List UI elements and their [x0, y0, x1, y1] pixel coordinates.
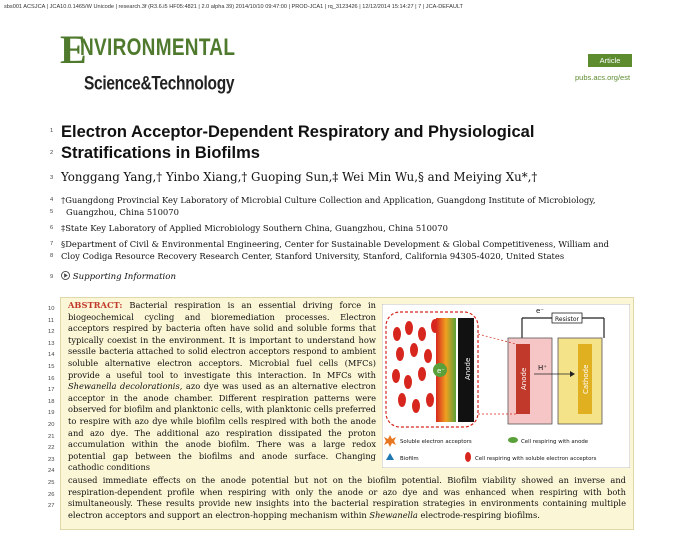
line-number: 2 — [50, 150, 54, 156]
affiliation-text: Guangzhou, China 510070 — [66, 207, 179, 217]
line-number: 24 — [48, 468, 55, 474]
abstract-text-upper — [68, 300, 376, 474]
article-type-badge: Article — [588, 54, 632, 67]
line-number: 19 — [48, 410, 55, 416]
logo-science-technology: Science&Technology — [84, 73, 235, 95]
electron-bubble-label: e⁻ — [437, 367, 446, 375]
line-number: 18 — [48, 399, 55, 405]
author-list: Yonggang Yang,† Yinbo Xiang,† Guoping Sun,‡ Wei Min Wu,§ and Meiying Xu*,† — [61, 170, 538, 184]
abstract-segment: caused immediate effects on the anode potential but not on the biofilm potential. Biofilm viability showed an inverse and respiration-dependent profile when respiring with only the anode or azo dye and was enhanced when respiring with both simultaneously. These results provide new insights into the bacterial respiration strategies in environments containing multiple electron acceptors and support an electron-hopping mechanism within — [68, 475, 626, 520]
line-number: 12 — [48, 329, 55, 335]
anode-label-zoom: Anode — [464, 357, 472, 380]
line-number: 20 — [48, 422, 55, 428]
line-number: 8 — [50, 253, 54, 259]
line-number: 26 — [48, 492, 55, 498]
running-header: sbs001 ACSJCA | JCA10.0.1465/W Unicode | research.3f (R3.6.i5 HF05:4821 | 2.0 alpha 39) 2014/10/10 09:47:00 | PROD-JCA1 | rq_3123426 | 12/12/2014 15:14:27 | 7 | JCA-DEFAULT — [4, 4, 463, 10]
toc-graphic — [382, 304, 630, 468]
affiliation-text: †Guangdong Provincial Key Laboratory of Microbial Culture Collection and Application, Guangdong Institute of Microbiology, — [61, 195, 596, 205]
logo-environmental: NVIRONMENTAL — [80, 35, 236, 62]
anode-label: Anode — [520, 367, 528, 390]
legend-biofilm: Biofilm — [400, 456, 419, 462]
line-number: 5 — [50, 209, 54, 215]
affiliation-text: ‡State Key Laboratory of Applied Microbiology Southern China, Guangzhou, China 510070 — [61, 223, 448, 233]
affiliation-text: Cloy Codiga Resource Recovery Research Center, Stanford University, Stanford, California 94305-4020, United States — [61, 251, 565, 261]
line-number: 14 — [48, 352, 55, 358]
abstract-label: ABSTRACT: — [68, 300, 123, 310]
journal-logo — [60, 27, 260, 108]
electron-flow-label: e⁻ — [536, 307, 545, 315]
line-number: 1 — [50, 128, 54, 134]
line-number: 9 — [50, 274, 54, 280]
line-number: 15 — [48, 364, 55, 370]
soluble-cell-icon — [465, 452, 471, 462]
resistor-label: Resistor — [555, 316, 579, 323]
line-number: 17 — [48, 387, 55, 393]
line-number: 3 — [50, 175, 54, 181]
supporting-info-link[interactable] — [61, 271, 176, 282]
legend-soluble: Soluble electron acceptors — [400, 439, 472, 445]
line-number: 11 — [48, 318, 55, 324]
proton-label: H⁺ — [538, 364, 547, 372]
cathode-label: Cathode — [582, 364, 590, 394]
title-line: Stratifications in Biofilms — [61, 144, 260, 162]
title-line: Electron Acceptor-Dependent Respiratory and Physiological — [61, 123, 535, 141]
line-number: 21 — [48, 434, 55, 440]
abstract-text-lower — [68, 475, 626, 521]
abstract-segment: azo dye was used as an alternative electron acceptor in the anode chamber. Different respiration patterns were observed for biofilm and planktonic cells, with planktonic cells preferred to respire with azo dye while biofilm cells respired with both the anode and azo dye. The additional azo respiration dissipated the proton accumulation within the anode biofilm. There was a large redox potential gap between the biofilms and anode surface. Changing cathodic conditions — [68, 381, 376, 473]
journal-url[interactable]: pubs.acs.org/est — [575, 73, 631, 82]
line-number: 4 — [50, 197, 54, 203]
legend-anode-cell: Cell respiring with anode — [521, 439, 589, 445]
logo-initial: E — [60, 27, 87, 72]
supporting-info-icon — [61, 271, 70, 280]
line-number: 25 — [48, 480, 55, 486]
legend-soluble-cell: Cell respiring with soluble electron acceptors — [475, 456, 597, 462]
affiliation-text: §Department of Civil & Environmental Engineering, Center for Sustainable Development & Global Competitiveness, William and — [61, 239, 609, 249]
line-number: 23 — [48, 457, 55, 463]
line-number: 22 — [48, 445, 55, 451]
line-number: 10 — [48, 306, 55, 312]
line-number: 13 — [48, 341, 55, 347]
affiliation-3 — [61, 238, 609, 262]
supporting-info-label[interactable]: Supporting Information — [72, 272, 176, 282]
species-name: Shewanella decolorationis, — [68, 381, 183, 392]
line-number: 27 — [48, 503, 55, 509]
line-number: 7 — [50, 241, 54, 247]
abstract-segment: Bacterial respiration is an essential driving force in biogeochemical cycling and bioremediation processes. Electron acceptors respired by bacteria often have solid and soluble forms that typically coexist in the environment. It is important to understand how sessile bacteria attached to solid electron acceptors respond to ambient soluble alternative electron acceptors. Microbial fuel cells (MFCs) provide a useful tool to investigate this interaction. In MFCs with — [68, 300, 377, 380]
affiliation-2 — [61, 222, 448, 234]
abstract-segment: electrode-respiring biofilms. — [420, 509, 540, 520]
species-name: Shewanella — [369, 509, 418, 520]
article-title — [61, 122, 534, 164]
affiliation-1 — [61, 194, 596, 218]
anode-cell-icon — [508, 437, 518, 443]
line-number: 6 — [50, 225, 54, 231]
line-number: 16 — [48, 376, 55, 382]
